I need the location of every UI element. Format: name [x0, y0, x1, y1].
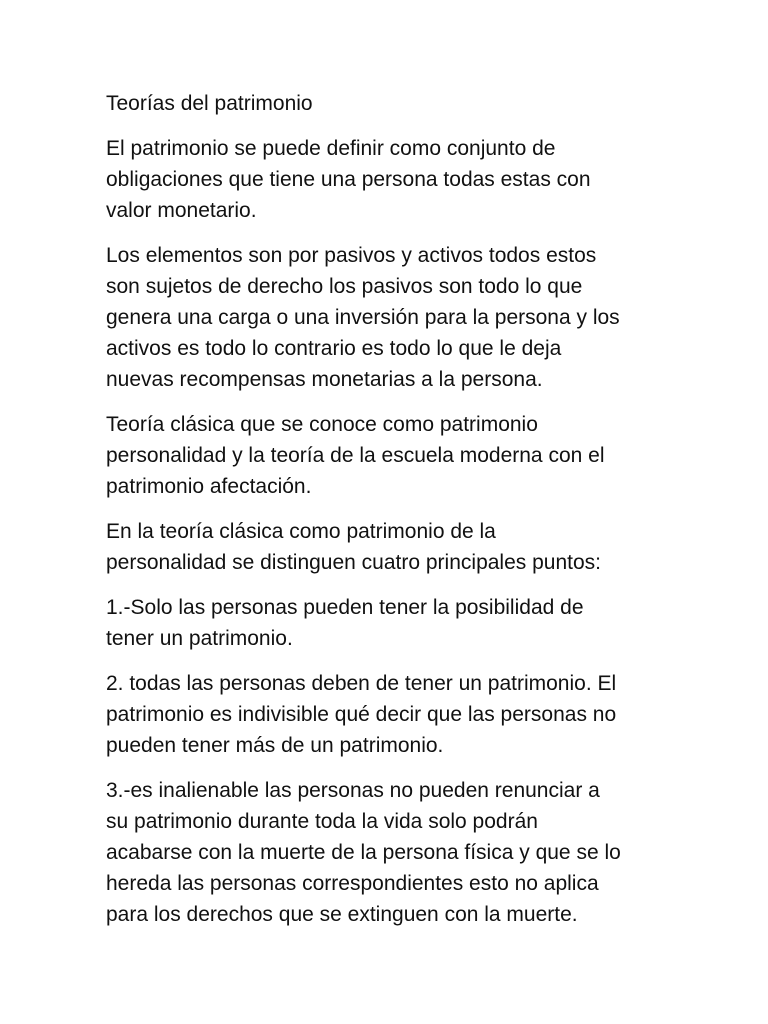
paragraph-classic-theory: [106, 516, 676, 578]
paragraph-point-1: [106, 592, 676, 654]
text-line: personalidad se distinguen cuatro principales puntos:: [106, 551, 601, 574]
text-line: su patrimonio durante toda la vida solo podrán: [106, 810, 538, 833]
paragraph-definition: [106, 133, 676, 226]
text-line: 2. todas las personas deben de tener un patrimonio. El: [106, 672, 617, 695]
text-line: tener un patrimonio.: [106, 627, 293, 650]
text-line: hereda las personas correspondientes esto no aplica: [106, 872, 599, 895]
text-line: El patrimonio se puede definir como conjunto de: [106, 137, 556, 160]
paragraph-point-3: [106, 775, 676, 930]
text-line: patrimonio es indivisible qué decir que las personas no: [106, 703, 617, 726]
text-line: 3.-es inalienable las personas no pueden renunciar a: [106, 779, 600, 802]
text-line: activos es todo lo contrario es todo lo que le deja: [106, 337, 562, 360]
paragraph-theories: [106, 409, 676, 502]
text-line: Los elementos son por pasivos y activos todos estos: [106, 244, 597, 267]
document-title: Teorías del patrimonio: [106, 92, 313, 115]
text-line: pueden tener más de un patrimonio.: [106, 734, 444, 757]
text-line: para los derechos que se extinguen con la muerte.: [106, 903, 578, 926]
paragraph-elements: [106, 240, 676, 395]
text-line: personalidad y la teoría de la escuela moderna con el: [106, 444, 605, 467]
paragraph-point-2: [106, 668, 676, 761]
text-line: valor monetario.: [106, 199, 257, 222]
text-line: Teoría clásica que se conoce como patrimonio: [106, 413, 538, 436]
text-line: En la teoría clásica como patrimonio de la: [106, 520, 496, 543]
text-line: genera una carga o una inversión para la persona y los: [106, 306, 620, 329]
text-line: patrimonio afectación.: [106, 475, 312, 498]
text-line: obligaciones que tiene una persona todas estas con: [106, 168, 591, 191]
text-line: son sujetos de derecho los pasivos son todo lo que: [106, 275, 583, 298]
text-line: acabarse con la muerte de la persona física y que se lo: [106, 841, 621, 864]
text-line: 1.-Solo las personas pueden tener la posibilidad de: [106, 596, 584, 619]
document-page: [106, 88, 676, 944]
text-line: nuevas recompensas monetarias a la persona.: [106, 368, 543, 391]
